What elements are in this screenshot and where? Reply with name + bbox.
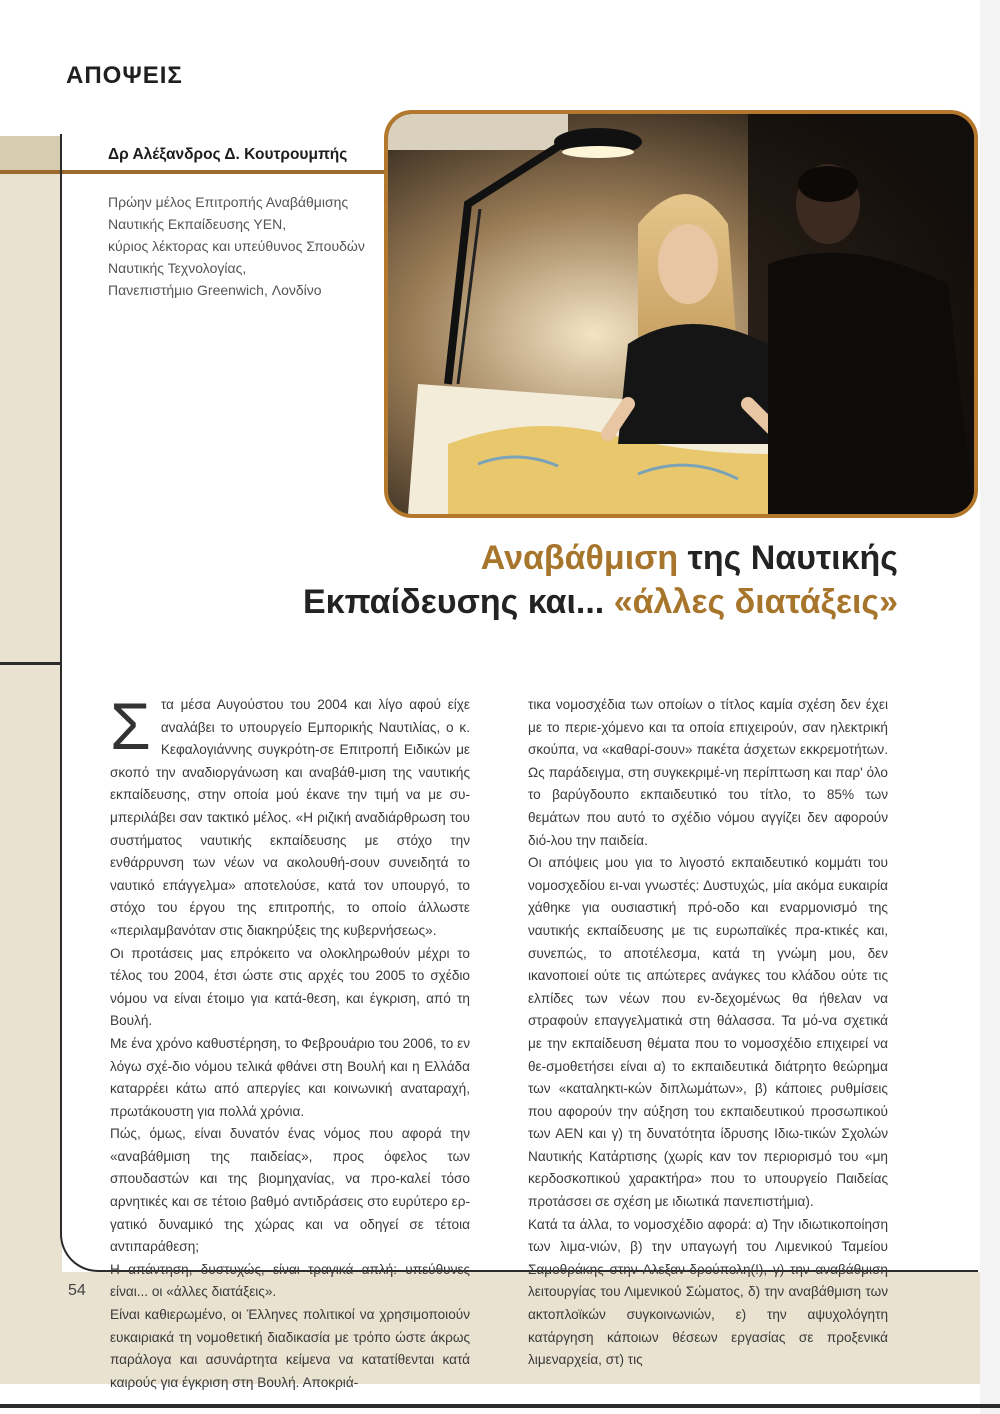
- headline-text-2: Εκπαίδευσης και...: [302, 583, 614, 621]
- headline-accent-1: Αναβάθμιση: [480, 539, 679, 577]
- bio-line: κύριος λέκτορας και υπεύθυνος Σπουδών: [108, 238, 365, 254]
- paragraph: Με ένα χρόνο καθυστέρηση, το Φεβρουάριο του 2006, το εν λόγω σχέ-διο νόμου τελικά φθάνει στη Βουλή και η Ελλάδα καταρρέει κάτω από απεργίες και κοινωνική αναταραχή, πρωτάκουστη για πολλά χρόνια.: [110, 1035, 470, 1119]
- page-number: 54: [68, 1282, 86, 1299]
- photo-illustration: [388, 114, 974, 514]
- bio-line: Πανεπιστήμιο Greenwich, Λονδίνο: [108, 282, 322, 298]
- headline-line-2: [300, 580, 898, 624]
- paragraph: Η απάντηση, δυστυχώς, είναι τραγικά απλή: υπεύθυνες είναι... οι «άλλες διατάξεις».: [110, 1261, 470, 1300]
- left-divider: [0, 662, 62, 665]
- headline-text-1: της Ναυτικής: [678, 539, 898, 577]
- article-column-1: [110, 689, 470, 1394]
- page-edge: [980, 0, 1000, 1414]
- headline-line-1: [300, 536, 898, 580]
- paragraph: Κατά τα άλλα, το νομοσχέδιο αφορά: α) Την ιδιωτικοποίηση των λιμα-νιών, β) την υπαγωγή του Λιμενικού Ταμείου Σαμοθράκης στην Αλεξαν-δρούπολη(!), γ) την αναβάθμιση λειτουργίας του Λιμενικού Σώματος, δ) την αναβάθμιση των ακτοπλοϊκών συγκοινωνιών, ε) την αψυχολόγητη κατάργηση κάποιων θέσεων εργασίας σε προξενικά λιμεναρχεία, στ) τις: [528, 1216, 888, 1368]
- bio-line: Πρώην μέλος Επιτροπής Αναβάθμισης: [108, 194, 349, 210]
- left-tan-strip-header: [0, 136, 62, 170]
- author-bio: [108, 191, 378, 301]
- paragraph: τικα νομοσχέδια των οποίων ο τίτλος καμία σχέση δεν έχει με το περιε-χόμενο και τα οποία επιχειρούν, σαν ηλεκτρική σκούπα, να «καθαρί-σουν» πακέτα άσχετων εκκρεμοτήτων. Ως παράδειγμα, στη συγκεκριμέ-νη περίπτωση και παρ' όλο το βαρύγδουπο εκπαιδευτικό του τίτλο, το 85% των θεμάτων που αυτό το σχέδιο νόμου αγγίζει δεν αφορούν διό-λου την παιδεία.: [528, 697, 888, 848]
- article-column-2: [528, 694, 888, 1372]
- paragraph: Οι απόψεις μου για το λιγοστό εκπαιδευτικό κομμάτι του νομοσχεδίου ει-ναι γνωστές: Δυστυχώς, μία ακόμα ευκαιρία χάθηκε για ουσιαστική πρό-οδο και εναρμονισμό της ναυτικής εκπαίδευσης με τις ευρωπαϊκές πρα-κτικές και, συνεπώς, το αποτέλεσμα, κατά τη γνώμη μου, δεν ικανοποιεί ούτε τις απώτερες ανάγκες του κλάδου ούτε τις ελπίδες των νέων που εν-δεχομένως θα ήθελαν να στραφούν επαγγελματικά στη θάλασσα. Τα μό-να σχετικά με την εκπαίδευση θέματα που το νομοσχέδιο επιχειρεί να θε-σμοθετήσει είναι α) το εκπαιδευτικά διάτρητο θεώρημα των «καταληκτι-κών διπλωμάτων», β) κάποιες ρυθμίσεις που αφορούν την αύξηση του εκπαιδευτικού προσωπικού των ΑΕΝ και γ) τη δυνατότητα ίδρυσης Ιδιω-τικών Σχολών Ναυτικής Κατάρτισης (χωρίς καν τον περιορισμό του «μη κερδοσκοπικού χαρακτήρα» που το υπουργείο Παιδείας προτάσσει σε σχέση με ιδιωτικά πανεπιστήμια).: [528, 855, 888, 1210]
- paragraph: τα μέσα Αυγούστου του 2004 και λίγο αφού είχε αναλάβει το υπουργείο Εμπορικής Ναυτιλίας, ο κ. Κεφαλογιάννης συγκρότη-σε Επιτροπή Ειδικών με σκοπό την αναδιοργάνωση και αναβάθ-μιση της ναυτικής εκπαίδευσης, στην οποία μού έκανε την τιμή να με συ-μπεριλάβει σαν τακτικό μέλος. «Η ριζική αναδιάρθρωση του συστήματος ναυτικής εκπαίδευσης με στόχο την ενθάρρυνση των νέων να ακολουθή-σουν συνειδητά το ναυτικό επάγγελμα» αποτελούσε, κατά τον υπουργό, το στόχο του έργου της επιτροπής, το οποίο άλλωστε «περιλαμβανόταν στις διακηρύξεις της κυβερνήσεως».: [110, 697, 470, 938]
- left-tan-strip: [0, 136, 62, 1272]
- paragraph: Είναι καθιερωμένο, οι Έλληνες πολιτικοί να χρησιμοποιούν ευκαιριακά τη νομοθετική διαδικασία με τρόπο ώστε άκρως παράλογα και ασυνάρτητα κείμενα να κατατίθενται κατά καιρούς για έγκριση στη Βουλή. Αποκριά-: [110, 1307, 470, 1390]
- section-title: ΑΠΟΨΕΙΣ: [66, 62, 183, 89]
- bio-line: Ναυτικής Εκπαίδευσης ΥΕΝ,: [108, 216, 287, 232]
- article-photo: [384, 110, 978, 518]
- headline-accent-2: «άλλες διατάξεις»: [613, 583, 898, 621]
- paragraph: Πώς, όμως, είναι δυνατόν ένας νόμος που αφορά την «αναβάθμιση της παιδείας», προς όφελος των σπουδαστών και της βιομηχανίας, να προ-καλεί τόσο αρνητικές και σε τέτοιο βαθμό αντιδράσεις στο ευρύτερο ερ-γατικό δυναμικό της χώρας και να οδηγεί σε τέτοια αντιπαράθεση;: [110, 1126, 470, 1255]
- bottom-bar: [0, 1404, 1000, 1408]
- paragraph: Οι προτάσεις μας επρόκειτο να ολοκληρωθούν μέχρι το τέλος του 2004, έτσι ώστε στις αρχές του 2005 το σχέδιο νόμου να είναι έτοιμο για κατά-θεση, και έγκριση, από τη Βουλή.: [110, 945, 470, 1029]
- author-name: Δρ Αλέξανδρος Δ. Κουτρουμπής: [108, 146, 348, 163]
- headline: [300, 536, 898, 624]
- drop-cap: Σ: [110, 689, 151, 763]
- bio-line: Ναυτικής Τεχνολογίας,: [108, 260, 247, 276]
